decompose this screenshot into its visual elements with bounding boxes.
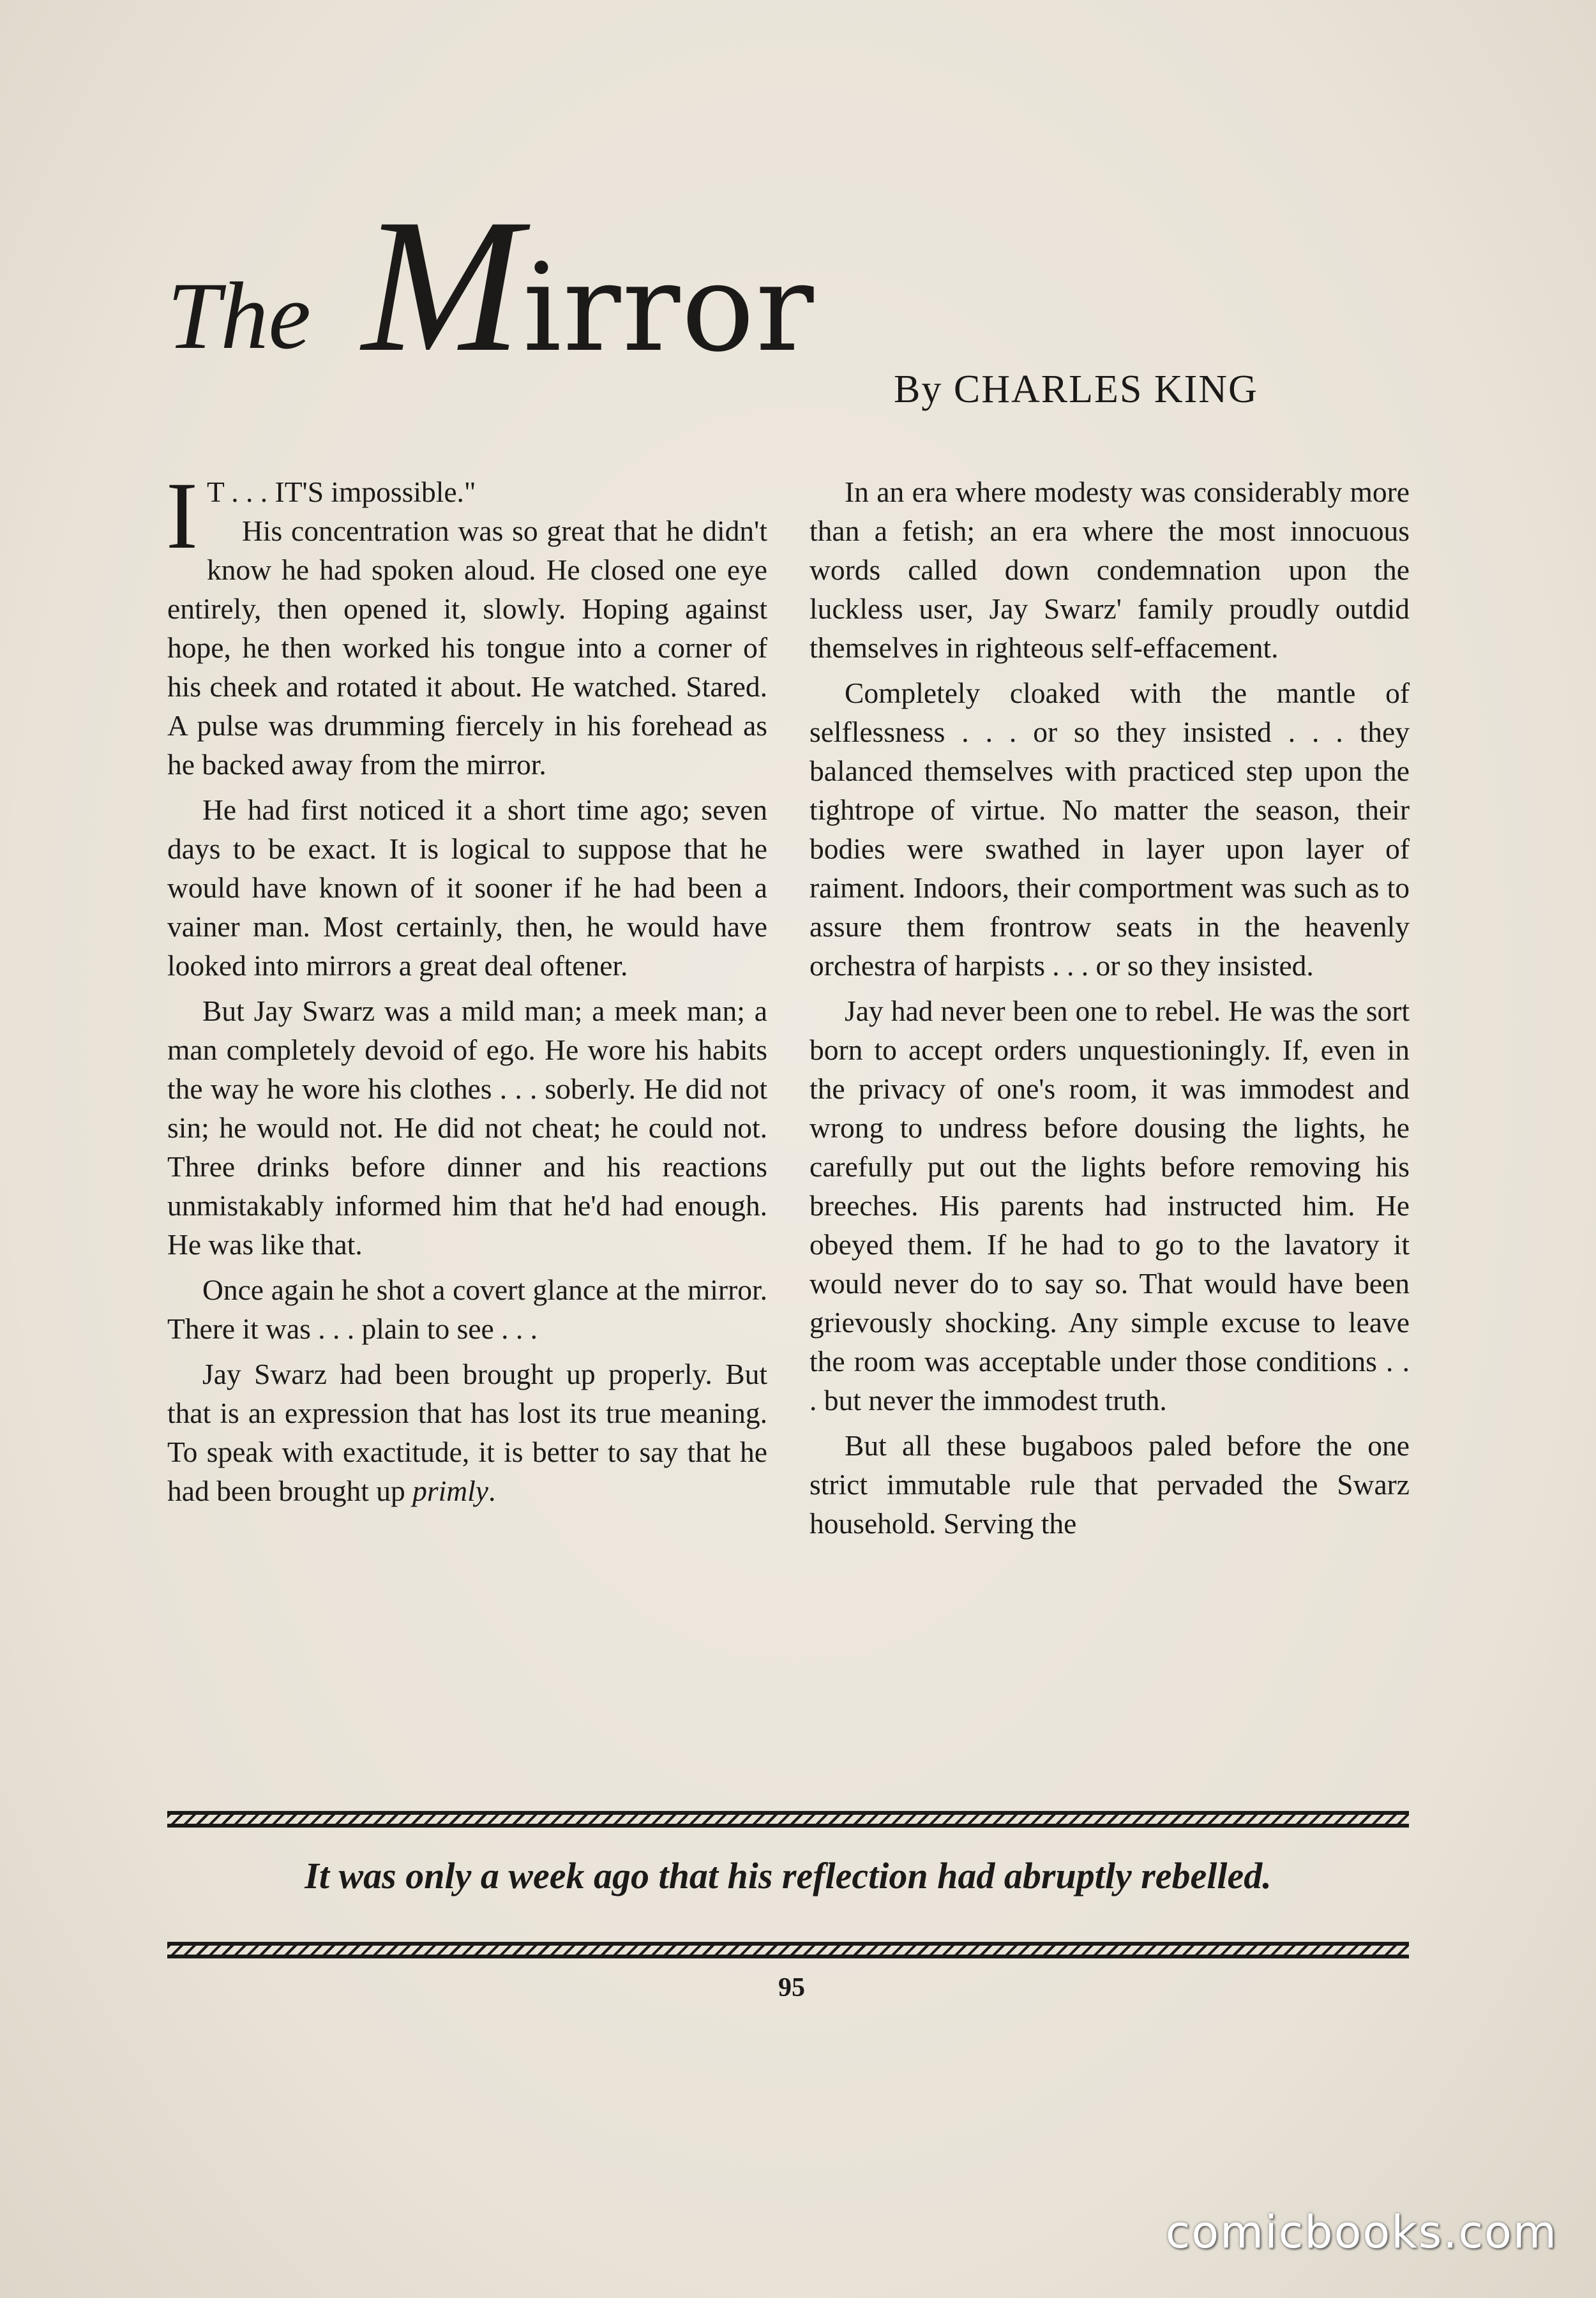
opening-line: T . . . IT'S impossible." bbox=[206, 476, 476, 508]
paragraph: Once again he shot a covert glance at the mirror. There it was . . . plain to see . . . bbox=[167, 1273, 767, 1345]
paragraph-text: His concentration was so great that he didn't know he had spoken aloud. He closed one eye entirely, then opened it, slowly. Hoping against hope, he then worked his tongue into a corner of his cheek and rotated it about. He watched. Stared. A pulse was drumming fiercely in his forehead as he backed away from the mirror. bbox=[167, 514, 767, 781]
page-number: 95 bbox=[778, 1973, 805, 2002]
title-mirror-rest: irror bbox=[522, 237, 815, 379]
emphasis-text: primly bbox=[412, 1475, 488, 1507]
paragraph: But all these bugaboos paled before the one strict immutable rule that pervaded the Swarz household. Serving the bbox=[809, 1429, 1410, 1540]
paragraph bbox=[167, 1355, 767, 1510]
pull-quote: It was only a week ago that his reflection had abruptly rebelled. bbox=[305, 1855, 1272, 1896]
paragraph: He had first noticed it a short time ago; seven days to be exact. It is logical to suppose that he would have known of it sooner if he had been a vainer man. Most certainly, then, he would have looked into mirrors a great deal oftener. bbox=[167, 793, 767, 982]
right-column bbox=[809, 472, 1410, 1549]
story-title bbox=[167, 179, 815, 391]
paragraph: But Jay Swarz was a mild man; a meek man; a man completely devoid of ego. He wore his habits the way he wore his clothes . . . soberly. He did not sin; he would not. He did not cheat; he could not. Three drinks before dinner and his reactions unmistakably informed him that he'd had enough. He was like that. bbox=[167, 995, 767, 1261]
drop-cap: I bbox=[166, 463, 198, 569]
paragraph: In an era where modesty was considerably more than a fetish; an era where the most innocuous words called down condemnation upon the luckless user, Jay Swarz' family proudly outdid themselves in righteous self-effacement. bbox=[809, 476, 1410, 664]
paragraph-text: Jay Swarz had been brought up properly. But that is an expression that has lost its true meaning. To speak with exactitude, it is better to say that he had been brought up bbox=[167, 1358, 767, 1507]
decorative-rule-top bbox=[167, 1811, 1409, 1828]
title-mirror-capital: M bbox=[362, 179, 523, 391]
decorative-rule-bottom bbox=[167, 1942, 1409, 1958]
paragraph-text: . bbox=[488, 1475, 496, 1507]
paragraph: Completely cloaked with the mantle of selflessness . . . or so they insisted . . . they balanced themselves with practiced step upon the tightrope of virtue. No matter the season, their bodies were swathed in layer upon layer of raiment. Indoors, their comportment was such as to assure them frontrow seats in the heavenly orchestra of harpists . . . or so they insisted. bbox=[809, 677, 1410, 982]
site-watermark: comicbooks.com bbox=[1165, 2206, 1558, 2258]
byline: By CHARLES KING bbox=[894, 368, 1258, 411]
left-column bbox=[166, 463, 767, 1517]
title-word-mirror bbox=[362, 179, 815, 391]
paragraph: Jay had never been one to rebel. He was the sort born to accept orders unquestioningly. If, even in the privacy of one's room, it was immodest and wrong to undress before dousing the lights, he carefully put out the lights before removing his breeches. His parents had instructed him. He obeyed them. If he had to go to the lavatory it would never do to say so. That would have been grievously shocking. Any simple excuse to leave the room was acceptable under those conditions . . . but never the immodest truth. bbox=[809, 995, 1410, 1416]
title-word-the: The bbox=[167, 263, 311, 369]
paragraph bbox=[166, 463, 767, 784]
